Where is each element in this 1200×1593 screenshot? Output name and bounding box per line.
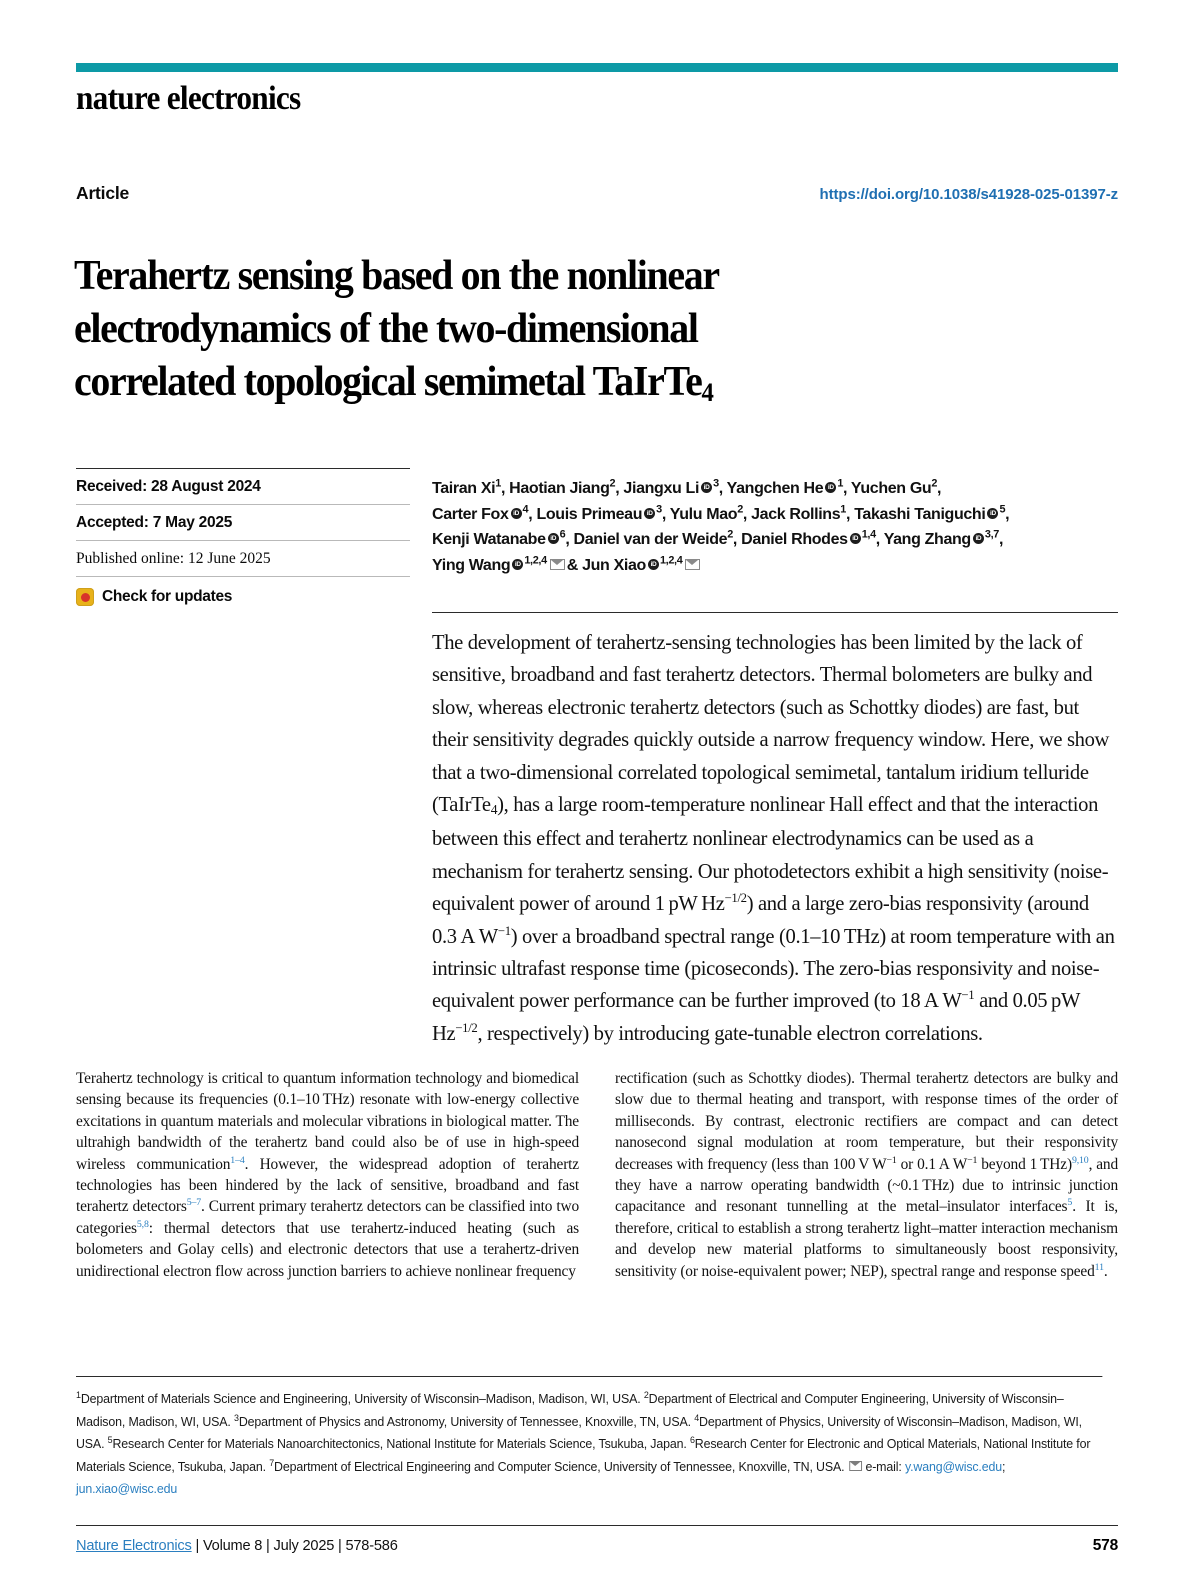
body-columns [76,1068,1118,1282]
published-date: Published online: 12 June 2025 [76,540,410,576]
author-name: Daniel Rhodes [741,531,848,548]
check-for-updates[interactable] [76,576,410,614]
page-footer [76,1525,1118,1555]
title-line-1: Terahertz sensing based on the nonlinear [74,253,719,300]
citation-ref[interactable]: 9,10 [1071,1154,1089,1166]
title-line-3: correlated topological semimetal TaIrTe [74,359,702,406]
author-name: Yulu Mao [669,505,738,523]
citation-ref[interactable]: 5 [1067,1197,1073,1209]
body-column-left: Terahertz technology is critical to quantum information technology and biomedical sensing because its frequencies (0.1–10 THz) resonate with low-energy collective excitations in quantum materials and molecular vibrations in biological matter. The ultrahigh bandwidth of the terahertz band could also be of use in high-speed wireless communication$^{1-4}$. However, the widespread adoption of terahertz technologies has been hindered by the lack of sensitive, broadband and fast terahertz detectors$^{5-7}$. Current primary terahertz detectors can be classified into two categories$^{5,8}$: thermal detectors that use terahertz-induced heating (such as bolometers and Golay cells) and electronic detectors that use a terahertz-driven unidirectional electron flow across junction barriers to achieve nonlinear frequency [76,1070,579,1280]
citation-ref[interactable]: 1–4 [230,1154,245,1166]
email-link-primary[interactable]: y.wang@wisc.edu [904,1459,1002,1474]
article-metadata [76,468,410,614]
email-icon [850,1461,863,1471]
author-name: Takashi Taniguchi [854,505,986,523]
author-name: Carter Fox [432,505,509,523]
brand-rule [76,63,1118,72]
orcid-icon[interactable] [701,482,712,493]
email-icon[interactable] [685,559,700,570]
author-name: Daniel van der Weide [573,531,728,548]
author-name: Tairan Xi [432,480,496,497]
page-title [74,250,1024,413]
footer-journal-link[interactable]: Nature Electronics [76,1538,192,1554]
orcid-icon[interactable] [973,533,984,544]
author-name: Haotian Jiang [509,480,610,497]
crossmark-icon [76,588,94,606]
author-name: Jun Xiao [582,556,646,574]
email-label: e-mail: [865,1459,902,1474]
accepted-date: Accepted: 7 May 2025 [76,504,410,540]
citation-ref[interactable]: 5–7 [186,1197,202,1209]
affiliations: $^1$Department of Materials Science and Engineering, University of Wisconsin–Madison, Madison, WI, USA. $^2$Department of Electrical and Computer Engineering, University of Wisconsin–Madison, Madison, WI, USA. $^3$Department of Physics and Astronomy, University of Tennessee, Knoxville, TN, USA. $^4$Department of Physics, University of Wisconsin–Madison, Madison, WI, USA. $^5$Research Center for Materials Nanoarchitectonics, National Institute for Materials Science, Tsukuba, Japan. $^6$Research Center for Electronic and Optical Materials, National Institute for Materials Science, Tsukuba, Japan. $^7$Department of Electrical Engineering and Computer Science, University of Tennessee, Knoxville, TN, USA. e-mail: y.wang@wisc.edu; jun.xiao@wisc.edu [76,1376,1102,1501]
author-list: Tairan Xi$^1$, Haotian Jiang$^2$, Jiangxu Li iD $^3$, Yangchen He iD $^1$, Yuchen Gu$^2$, Carter Fox iD $^4$, Louis Primeau iD $^3$, Yulu Mao$^2$, Jack Rollins$^1$, Takashi Taniguchi iD $^5$, Kenji Watanabe iD $^6$, Daniel van der Weide$^2$, Daniel Rhodes iD $^{1,4}$, Yang Zhang iD $^{3,7}$, Ying Wang iD $^{1,2,4}$ & Jun Xiao iD $^{1,2,4}$ [432,476,1122,578]
footer-citation [76,1538,398,1554]
author-name: Jack Rollins [751,505,841,523]
orcid-icon[interactable] [850,533,861,544]
orcid-icon[interactable] [511,508,522,519]
author-name: Yang Zhang [883,531,971,548]
journal-masthead: nature electronics [76,80,301,117]
orcid-icon[interactable] [825,482,836,493]
author-name: Kenji Watanabe [432,531,546,548]
orcid-icon[interactable] [648,559,659,570]
author-name: Yangchen He [726,480,824,497]
title-line-2: electrodynamics of the two-dimensional [74,306,698,353]
author-name: Ying Wang [432,556,511,574]
citation-ref[interactable]: 11 [1094,1261,1104,1273]
author-name: Jiangxu Li [623,480,700,497]
article-header-row [76,183,1118,204]
author-name: Yuchen Gu [850,480,932,497]
orcid-icon[interactable] [512,559,523,570]
received-date: Received: 28 August 2024 [76,468,410,504]
doi-link[interactable]: https://doi.org/10.1038/s41928-025-01397-z [819,186,1118,203]
title-subscript: 4 [701,377,713,407]
article-type-label: Article [76,183,130,203]
body-column-right: rectification (such as Schottky diodes). Thermal terahertz detectors are bulky and slow due to thermal heating and transport, with response times of the order of milliseconds. By contrast, electronic rectifiers are compact and can detect nanosecond signal modulation at room temperature, but their responsivity decreases with frequency (less than 100 V $W^{-1}$ or 0.1 A $W^{-1}$ beyond 1 THz)$^{9,10}$, and they have a narrow operating bandwidth (~0.1 THz) due to intrinsic junction capacitance and resonant tunnelling at the metal–insulator interfaces$^5$. It is, therefore, critical to establish a strong terahertz light–matter interaction mechanism and develop new material platforms to simultaneously boost responsivity, sensitivity (or noise-equivalent power; NEP), spectral range and response speed$^{11}$. [615,1070,1118,1280]
check-for-updates-label: Check for updates [102,588,233,605]
orcid-icon[interactable] [987,508,998,519]
email-link-secondary[interactable]: jun.xiao@wisc.edu [76,1482,178,1496]
author-name: Louis Primeau [536,505,643,523]
citation-ref[interactable]: 5,8 [136,1218,149,1230]
abstract: The development of terahertz-sensing technologies has been limited by the lack of sensitive, broadband and fast terahertz detectors. Thermal bolometers are bulky and slow, whereas electronic terahertz detectors (such as Schottky diodes) are fast, but their sensitivity degrades quickly outside a narrow frequency window. Here, we show that a two-dimensional correlated topological semimetal, tantalum iridium telluride (TaIrTe$_4$), has a large room-temperature nonlinear Hall effect and that the interaction between this effect and terahertz nonlinear electrodynamics can be used as a mechanism for terahertz sensing. Our photodetectors exhibit a high sensitivity (noise-equivalent power of around 1 pW $Hz^{-1/2}$) and a large zero-bias responsivity (around 0.3 A $W^{-1}$) over a broadband spectral range (0.1–10 THz) at room temperature with an intrinsic ultrafast response time (picoseconds). The zero-bias responsivity and noise-equivalent power performance can be further improved (to 18 A $W^{-1}$ and 0.05 pW $Hz^{-1/2}$, respectively) by introducing gate-tunable electron correlations. [432,612,1118,1050]
orcid-icon[interactable] [548,533,559,544]
page-number: 578 [1092,1537,1118,1554]
footer-volume-info: | Volume 8 | July 2025 | 578-586 [191,1538,398,1554]
orcid-icon[interactable] [644,508,655,519]
email-icon[interactable] [550,559,565,570]
